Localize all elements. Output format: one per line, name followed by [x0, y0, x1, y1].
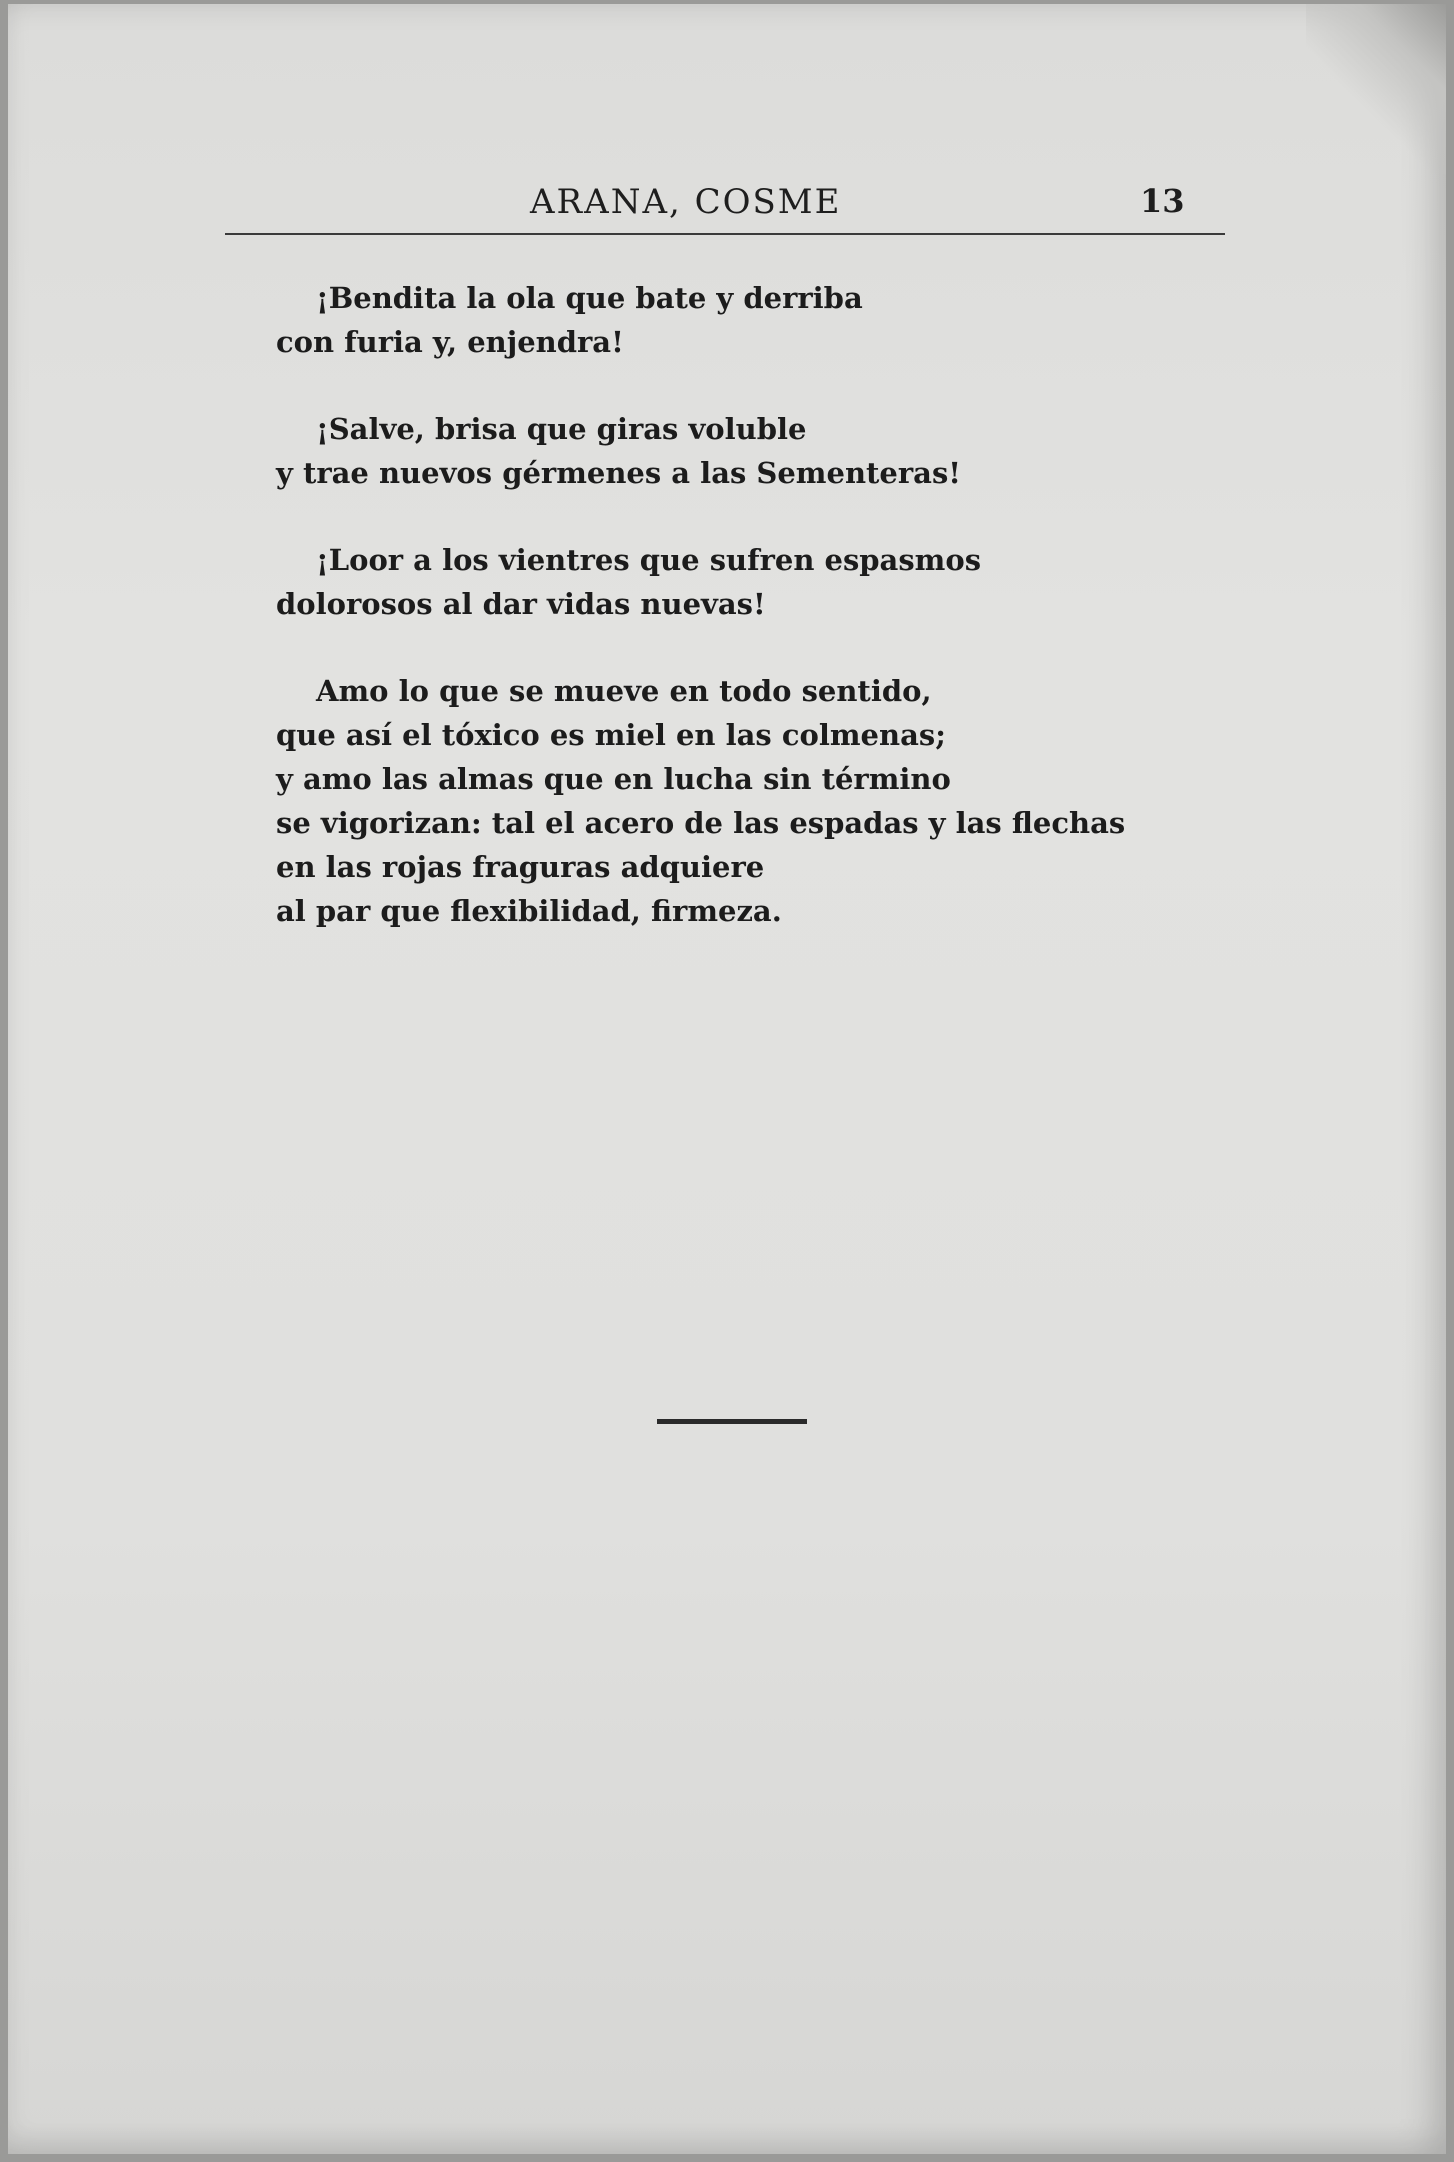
poem-line: y amo las almas que en lucha sin término — [276, 762, 951, 796]
page-corner-fold — [1306, 4, 1446, 174]
page-number: 13 — [1140, 182, 1185, 220]
poem-line: ¡Bendita la ola que bate y derriba — [316, 281, 863, 315]
stanza-1 — [276, 276, 1276, 364]
poem-line: ¡Loor a los vientres que sufren espasmos — [316, 543, 982, 577]
running-head: ARANA, COSME — [530, 182, 842, 222]
poem-line: Amo lo que se mueve en todo sentido, — [316, 674, 932, 708]
poem-line: dolorosos al dar vidas nuevas! — [276, 587, 766, 621]
stanza-2 — [276, 407, 1276, 495]
poem-line: con furia y, enjendra! — [276, 325, 624, 359]
poem-line: se vigorizan: tal el acero de las espadas y las flechas — [276, 806, 1126, 840]
poem-line: al par que flexibilidad, firmeza. — [276, 894, 782, 928]
stanza-3 — [276, 538, 1276, 626]
poem-line: que así el tóxico es miel en las colmenas; — [276, 718, 946, 752]
stanza-4 — [276, 669, 1276, 933]
poem-line: ¡Salve, brisa que giras voluble — [316, 412, 807, 446]
poem-line: en las rojas fraguras adquiere — [276, 850, 765, 884]
header-rule — [225, 233, 1225, 235]
poem-line: y trae nuevos gérmenes a las Sementeras! — [276, 456, 961, 490]
end-rule — [657, 1419, 807, 1424]
poem-body — [276, 276, 1276, 976]
page-header — [225, 170, 1225, 230]
